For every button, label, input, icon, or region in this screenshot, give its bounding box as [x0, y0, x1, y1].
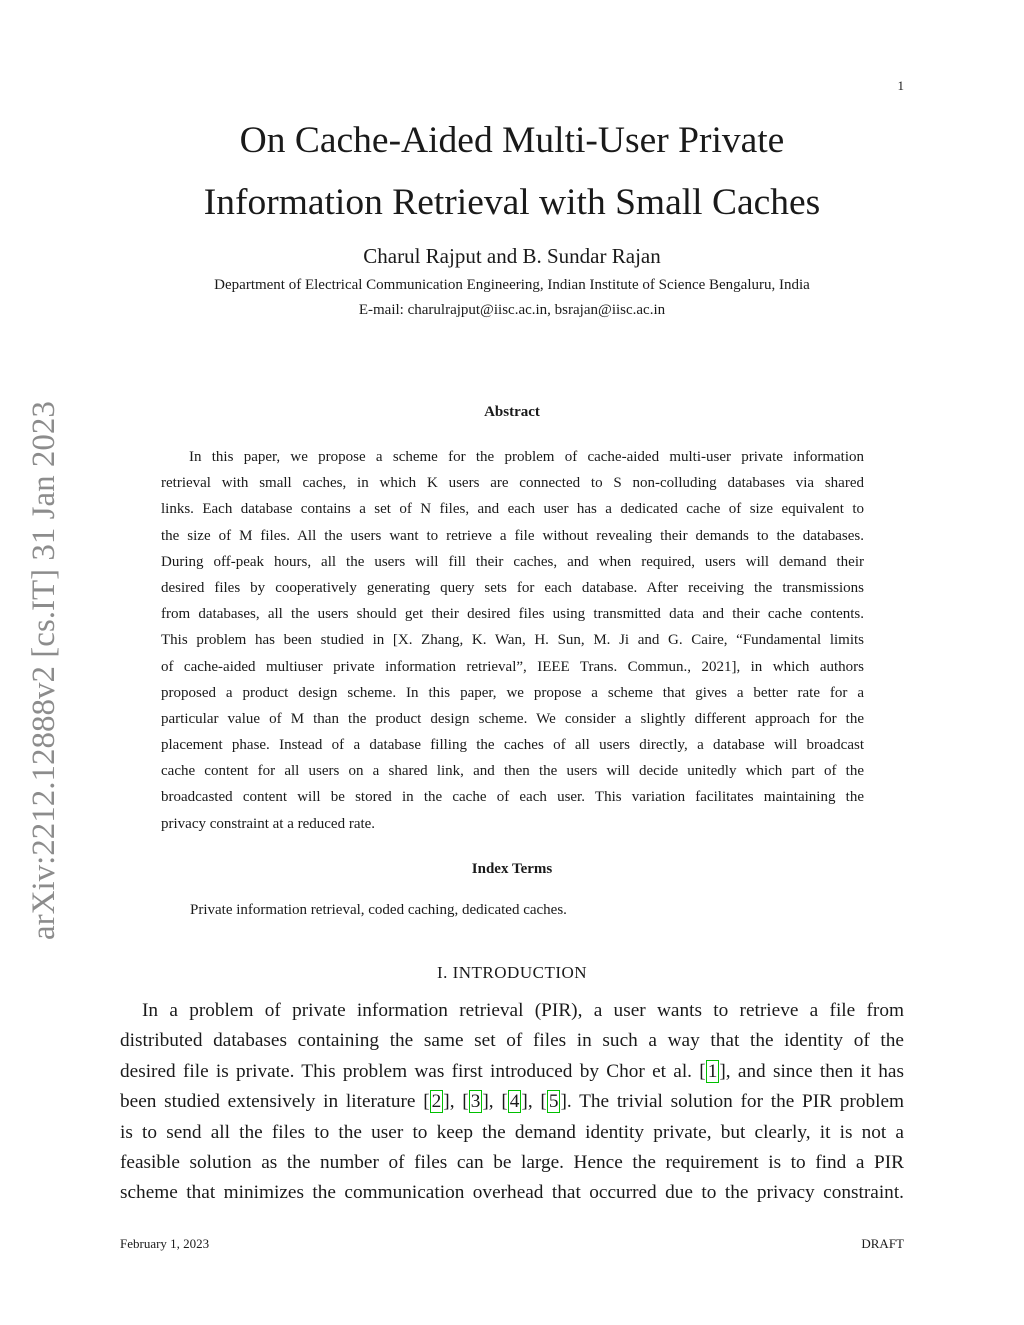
section-heading-introduction: I. INTRODUCTION [436, 963, 588, 982]
abstract-heading: Abstract [484, 404, 540, 420]
abstract-line: desired files by cooperatively generating query sets for each database. After receiving the transmissions [161, 579, 864, 596]
introduction-body [120, 996, 904, 1209]
abstract-line: the size of M files. All the users want to retrieve a file without revealing their demands to the databases. [161, 527, 864, 544]
abstract-line: placement phase. Instead of a database filling the caches of all users directly, a database will broadcast [161, 737, 864, 754]
footer-status: DRAFT [861, 1236, 904, 1251]
abstract-line: This problem has been studied in [X. Zhang, K. Wan, H. Sun, M. Ji and G. Caire, “Fundamental limits [161, 632, 864, 649]
abstract-body [161, 444, 864, 837]
intro-line: distributed databases containing the same set of files in such a way that the identity of the [120, 1030, 904, 1052]
intro-line: desired file is private. This problem was first introduced by Chor et al. [ 1 ], and since then it has [120, 1060, 904, 1082]
title-line-1: On Cache-Aided Multi-User Private [239, 120, 785, 161]
citation-link[interactable]: 5 [548, 1091, 559, 1113]
intro-line: In a problem of private information retrieval (PIR), a user wants to retrieve a file from [142, 1000, 904, 1021]
abstract-line: links. Each database contains a set of N files, and each user has a dedicated cache of size equivalent to [161, 501, 864, 518]
abstract-line: broadcasted content will be stored in the cache of each user. This variation facilitates maintaining the [161, 789, 864, 806]
citation-link[interactable]: 4 [509, 1091, 520, 1113]
index-terms-heading: Index Terms [471, 861, 553, 877]
affiliation: Department of Electrical Communication Engineering, Indian Institute of Science Bengaluru, India [214, 277, 810, 293]
page-number: 1 [897, 78, 904, 93]
abstract-line: In this paper, we propose a scheme for the problem of cache-aided multi-user private information [189, 449, 864, 465]
arxiv-stamp: arXiv:2212.12888v2 [cs.IT] 31 Jan 2023 [26, 401, 62, 940]
citation-link[interactable]: 2 [431, 1091, 442, 1113]
title-line-2: Information Retrieval with Small Caches [203, 182, 821, 223]
abstract-line: from databases, all the users should get their desired files using transmitted data and their cache contents. [161, 606, 864, 623]
abstract-line: proposed a product design scheme. In this paper, we propose a scheme that gives a better rate for a [161, 684, 864, 701]
abstract-line: of cache-aided multiuser private information retrieval”, IEEE Trans. Commun., 2021], in which authors [161, 658, 864, 675]
index-terms-text: Private information retrieval, coded caching, dedicated caches. [190, 902, 567, 918]
footer-date: February 1, 2023 [120, 1236, 210, 1251]
intro-line: scheme that minimizes the communication overhead that occurred due to the privacy constraint. [120, 1182, 904, 1204]
email-line: E-mail: charulrajput@iisc.ac.in, bsrajan@iisc.ac.in [358, 302, 666, 318]
intro-line: is to send all the files to the user to keep the demand identity private, but clearly, it is not a [120, 1121, 904, 1143]
abstract-line: privacy constraint at a reduced rate. [161, 815, 376, 832]
abstract-line: During off-peak hours, all the users will fill their caches, and when required, users will demand their [161, 553, 864, 570]
authors: Charul Rajput and B. Sundar Rajan [363, 244, 661, 268]
abstract-line: cache content for all users on a shared link, and then the users will decide unitedly which part of the [161, 763, 864, 780]
intro-line: been studied extensively in literature [ 2 ], [ 3 ], [ 4 ], [ 5 ]. The trivial solution for the PIR problem [120, 1091, 905, 1113]
citation-link[interactable]: 1 [707, 1060, 718, 1082]
abstract-line: particular value of M than the product design scheme. We consider a slightly different approach for the [161, 710, 864, 727]
abstract-line: retrieval with small caches, in which K users are connected to S non-colluding databases via shared [161, 475, 864, 492]
paper-title [100, 110, 924, 234]
citation-link[interactable]: 3 [470, 1091, 481, 1113]
intro-line: feasible solution as the number of files can be large. Hence the requirement is to find a PIR [120, 1151, 904, 1173]
